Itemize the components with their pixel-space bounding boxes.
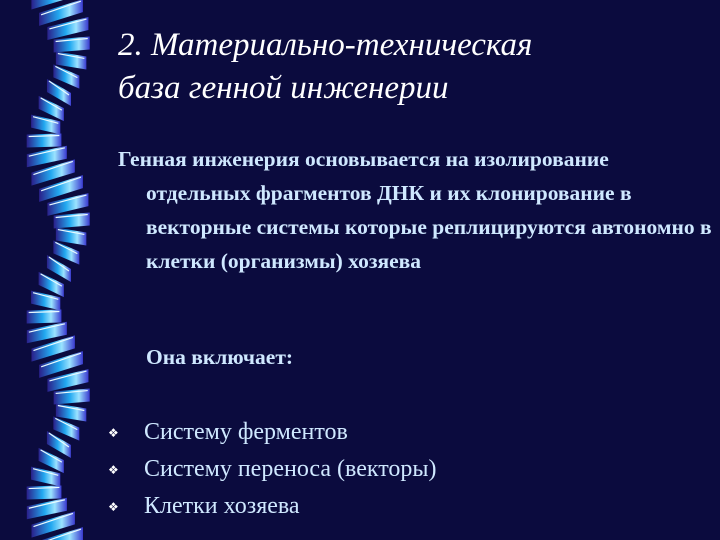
list-item: [108, 451, 437, 488]
intro-paragraph: Генная инженерия основывается на изолирование отдельных фрагментов ДНК и их клонирование в векторные системы которые реплицируются автономно в клетки (организмы) хозяева: [118, 147, 712, 273]
title-line-2: база генной инженерии: [118, 70, 449, 106]
diamond-bullet-icon: ❖: [108, 425, 119, 440]
diamond-bullet-icon: ❖: [108, 499, 119, 514]
subheading: Она включает:: [146, 345, 294, 369]
list-item: [108, 414, 437, 451]
title-line-1: 2. Материально-техническая: [118, 27, 533, 63]
bullet-text: Систему ферментов: [144, 419, 348, 445]
slide-title: [118, 24, 708, 110]
bullet-list: [108, 414, 437, 525]
bullet-text: Систему переноса (векторы): [144, 456, 437, 482]
bullet-text: Клетки хозяева: [144, 493, 300, 519]
diamond-bullet-icon: ❖: [108, 462, 119, 477]
list-item: [108, 488, 437, 525]
decorative-spiral-ribbon: [0, 0, 110, 540]
